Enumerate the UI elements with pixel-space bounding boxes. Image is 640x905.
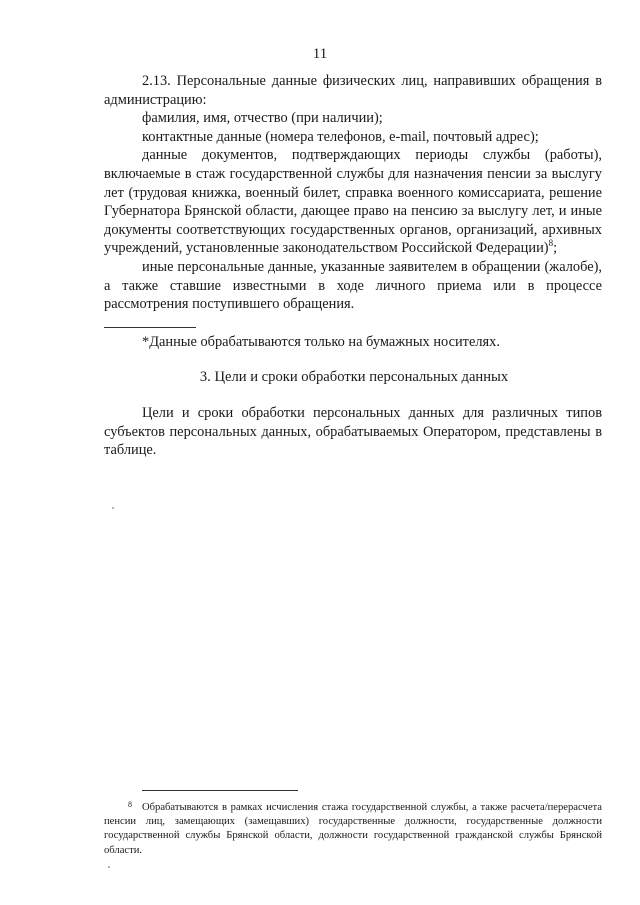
section-2-13 <box>104 72 602 314</box>
list-item-service-documents-text: данные документов, подтверждающих периоды службы (работы), включаемые в стаж государственной службы для назначения пенсии за выслугу лет (трудовая книжка, военный билет, справка военного комиссариата, решение Губернатора Брянской области, дающее право на пенсию за выслугу лет, и иные документы соответствующих государственных органов, организаций, архивных учреждений, установленные законодательством Российской Федерации) <box>104 147 602 257</box>
footnote-separator <box>142 790 298 791</box>
section-3-heading: 3. Цели и сроки обработки персональных данных <box>199 369 509 385</box>
list-item-service-documents <box>104 146 602 258</box>
paper-only-note: *Данные обрабатываются только на бумажных носителях. <box>142 334 500 350</box>
list-item-contacts: контактные данные (номера телефонов, e-mail, почтовый адрес); <box>142 128 539 145</box>
section-3-body <box>104 404 602 460</box>
section-3-paragraph: Цели и сроки обработки персональных данных для различных типов субъектов персональных данных, обрабатываемых Оператором, представлены в таблице. <box>104 405 602 459</box>
list-item-other-data: иные персональные данные, указанные заявителем в обращении (жалобе), а также ставшие известными в ходе личного приема или в процессе рассмотрения поступившего обращения. <box>104 258 602 313</box>
footnote-mark: 8 <box>128 800 132 809</box>
page-number: 11 <box>312 46 328 62</box>
list-item-name: фамилия, имя, отчество (при наличии); <box>142 110 383 127</box>
list-item-tail: ; <box>553 240 558 257</box>
footnote-text: Обрабатываются в рамках исчисления стажа государственной службы, а также расчета/перерасчета пенсии лиц, замещающих (замещавших) государственные должности, государственные должности государственной службы Брянской области, должности государственной гражданской службы Брянской области. <box>104 802 602 856</box>
note-separator <box>104 327 196 328</box>
scan-speck <box>108 866 110 868</box>
footnote-ref: 8 <box>548 238 554 249</box>
scan-speck <box>112 507 114 509</box>
section-2-13-intro: 2.13. Персональные данные физических лиц, направивших обращения в администрацию: <box>104 73 602 108</box>
footnote <box>104 798 602 858</box>
